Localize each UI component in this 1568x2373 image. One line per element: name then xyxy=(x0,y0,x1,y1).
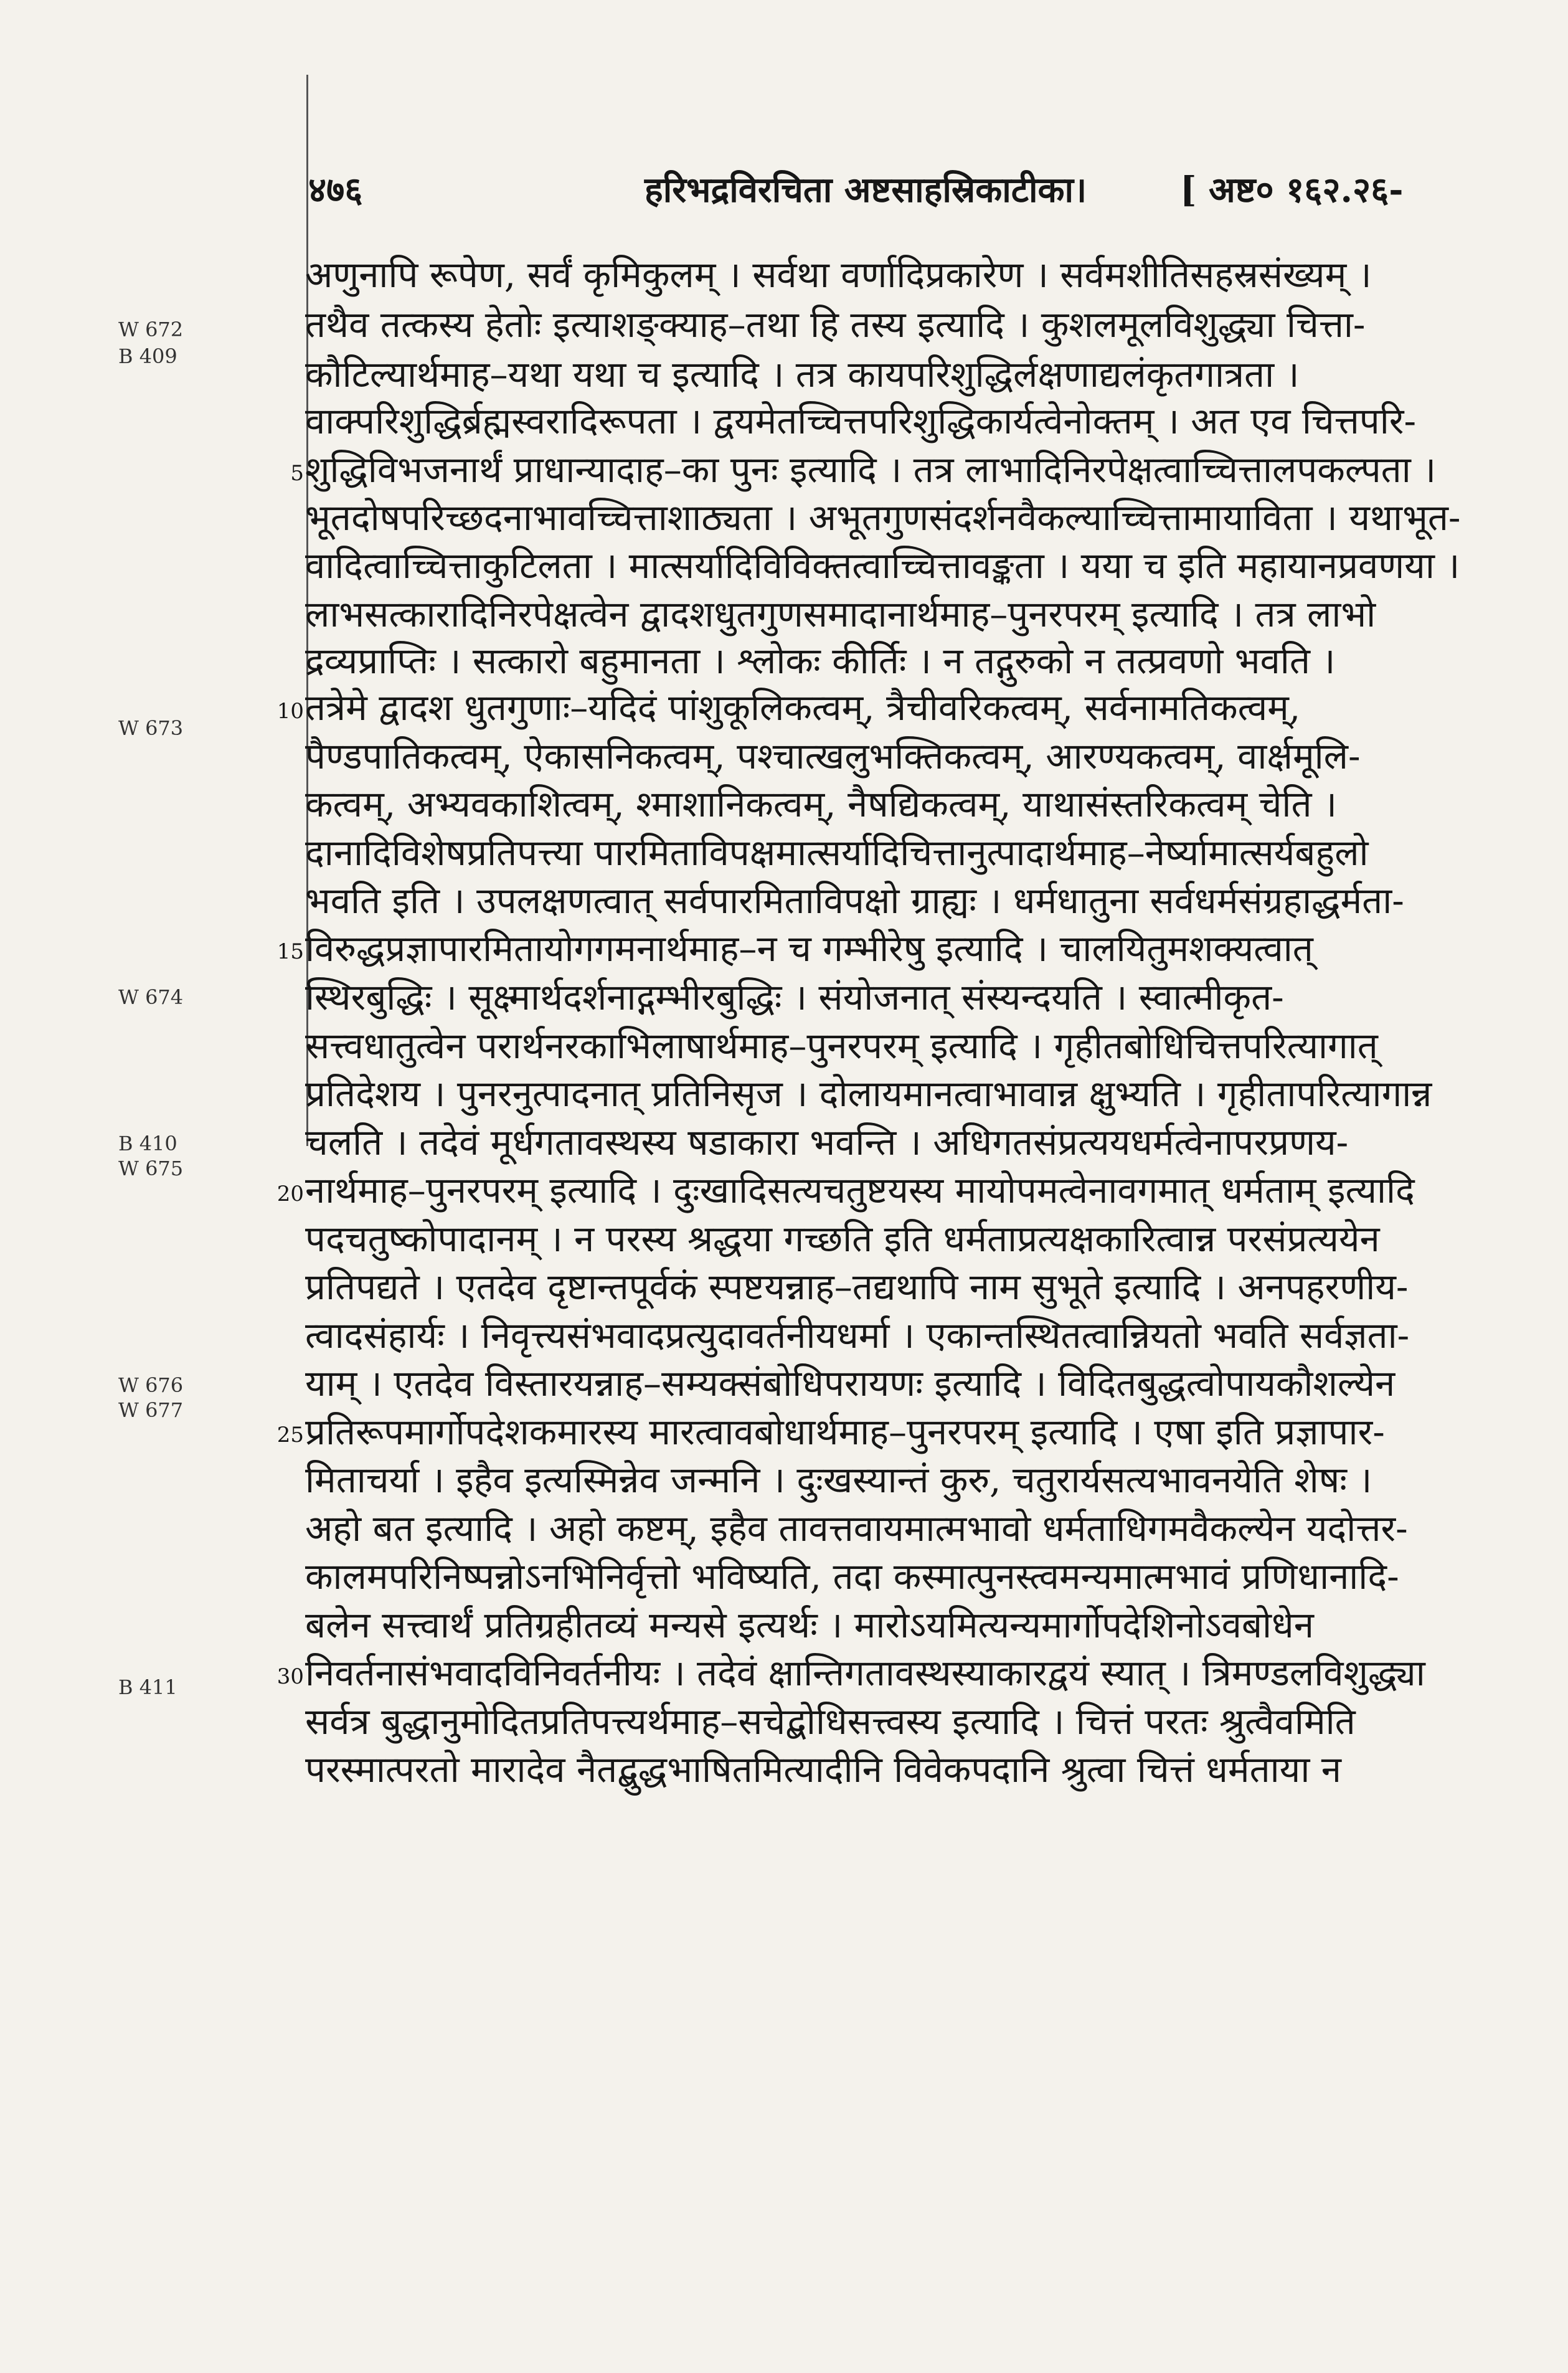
line-number: 30 xyxy=(276,1664,304,1689)
line-number: 20 xyxy=(276,1182,304,1206)
text-line: बलेन सत्त्वार्थं प्रतिग्रहीतव्यं मन्यसे इत्यर्थः । मारोऽयमित्यन्यमार्गोपदेशिनोऽवबोधेन xyxy=(305,1604,1314,1646)
line-number: 15 xyxy=(276,939,304,964)
text-line: याम् । एतदेव विस्तारयन्नाह–सम्यक्संबोधिपरायणः इत्यादि । विदितबुद्धत्वोपायकौशल्येन xyxy=(305,1362,1396,1404)
text-line: परस्मात्परतो मारादेव नैतद्बुद्धभाषितमित्यादीनि विवेकपदानि श्रुत्वा चित्तं धर्मताया न xyxy=(305,1748,1341,1791)
line-number: 10 xyxy=(276,699,304,724)
marginal-reference: B 411 xyxy=(118,1675,177,1699)
text-line: मिताचर्या । इहैव इत्यस्मिन्नेव जन्मनि । दुःखस्यान्तं कुरु, चतुरार्यसत्यभावनयेति शेषः । xyxy=(305,1459,1372,1501)
text-line: भूतदोषपरिच्छदनाभावच्चित्ताशाठ्यता । अभूतगुणसंदर्शनवैकल्याच्चित्तामायाविता । यथाभूत- xyxy=(305,496,1461,539)
text-line: वाक्परिशुद्धिर्ब्रह्मस्वरादिरूपता । द्वयमेतच्चित्तपरिशुद्धिकार्यत्वेनोक्तम् । अत एव चित्तपरि- xyxy=(305,400,1417,442)
text-line: द्रव्यप्राप्तिः । सत्कारो बहुमानता । श्लोकः कीर्तिः । न तद्गुरुको न तत्प्रवणो भवति । xyxy=(305,640,1336,682)
text-line: सत्त्वधातुत्वेन परार्थनरकाभिलाषार्थमाह–पुनरपरम् इत्यादि । गृहीतबोधिचित्तपरित्यागात् xyxy=(305,1025,1378,1067)
marginal-reference: W 677 xyxy=(118,1398,184,1422)
marginal-reference: W 674 xyxy=(118,985,184,1009)
line-number: 25 xyxy=(276,1423,304,1447)
text-line: कालमपरिनिष्पन्नोऽनभिनिर्वृत्तो भविष्यति, तदा कस्मात्पुनस्त्वमन्यमात्मभावं प्रणिधानादि- xyxy=(305,1555,1399,1598)
text-line: प्रतिरूपमार्गोपदेशकमारस्य मारत्वावबोधार्थमाह–पुनरपरम् इत्यादि । एषा इति प्रज्ञापार- xyxy=(305,1411,1385,1453)
text-line: निवर्तनासंभवादविनिवर्तनीयः । तदेवं क्षान्तिगतावस्थस्याकारद्वयं स्यात् । त्रिमण्डलविशुद्ध्या xyxy=(305,1652,1425,1694)
text-line: सर्वत्र बुद्धानुमोदितप्रतिपत्त्यर्थमाह–सचेद्बोधिसत्त्वस्य इत्यादि । चित्तं परतः श्रुत्वैवमिति xyxy=(305,1700,1356,1743)
text-line: पैण्डपातिकत्वम्, ऐकासनिकत्वम्, पश्चात्खलुभक्तिकत्वम्, आरण्यकत्वम्, वार्क्षमूलि- xyxy=(305,735,1361,777)
text-line: लाभसत्कारादिनिरपेक्षत्वेन द्वादशधुतगुणसमादानार्थमाह–पुनरपरम् इत्यादि । तत्र लाभो xyxy=(305,593,1376,635)
text-line: तथैव तत्कस्य हेतोः इत्याशङ्क्याह–तथा हि तस्य इत्यादि । कुशलमूलविशुद्ध्या चित्ता- xyxy=(305,303,1366,346)
marginal-reference: W 675 xyxy=(118,1157,184,1180)
marginal-reference: W 673 xyxy=(118,716,184,740)
marginal-reference: B 409 xyxy=(118,344,177,368)
running-title: हरिभद्रविरचिता अष्टसाहस्रिकाटीका। xyxy=(645,169,1087,211)
section-reference: [ अष्ट० १६२.२६- xyxy=(1180,169,1404,211)
text-line: कत्वम्, अभ्यवकाशित्वम्, श्माशानिकत्वम्, नैषद्यिकत्वम्, याथासंस्तरिकत्वम् चेति । xyxy=(305,783,1337,825)
marginal-reference: B 410 xyxy=(118,1132,177,1155)
text-line: तत्रेमे द्वादश धुतगुणाः–यदिदं पांशुकूलिकत्वम्, त्रैचीवरिकत्वम्, सर्वनामतिकत्वम्, xyxy=(305,686,1301,729)
text-line: शुद्धिविभजनार्थं प्राधान्यादाह–का पुनः इत्यादि । तत्र लाभादिनिरपेक्षत्वाच्चित्तालपकल्पता । xyxy=(305,448,1437,491)
text-line: भवति इति । उपलक्षणत्वात् सर्वपारमिताविपक्षो ग्राह्यः । धर्मधातुना सर्वधर्मसंग्रहाद्धर्मता- xyxy=(305,879,1404,922)
text-line: पदचतुष्कोपादानम् । न परस्य श्रद्धया गच्छति इति धर्मताप्रत्यक्षकारित्वान्न परसंप्रत्ययेन xyxy=(305,1218,1380,1260)
text-line: स्थिरबुद्धिः । सूक्ष्मार्थदर्शनाद्गम्भीरबुद्धिः । संयोजनात् संस्यन्दयति । स्वात्मीकृत- xyxy=(305,976,1284,1018)
marginal-reference: W 672 xyxy=(118,318,184,341)
text-line: कौटिल्यार्थमाह–यथा यथा च इत्यादि । तत्र कायपरिशुद्धिर्लक्षणाद्यलंकृतगात्रता । xyxy=(305,353,1300,396)
marginal-reference: W 676 xyxy=(118,1373,184,1397)
text-line: नार्थमाह–पुनरपरम् इत्यादि । दुःखादिसत्यचतुष्टयस्य मायोपमत्वेनावगमात् धर्मताम् इत्यादि xyxy=(305,1169,1415,1211)
text-line: वादित्वाच्चित्ताकुटिलता । मात्सर्यादिविविक्तत्वाच्चित्तावङ्कता । यया च इति महायानप्रवणया । xyxy=(305,544,1460,587)
text-line: दानादिविशेषप्रतिपत्त्या पारमिताविपक्षमात्सर्यादिचित्तानुत्पादार्थमाह–नेर्ष्यामात्सर्यबहुलो xyxy=(305,831,1369,874)
text-line: चलति । तदेवं मूर्धगतावस्थस्य षडाकारा भवन्ति । अधिगतसंप्रत्ययधर्मत्वेनापरप्रणय- xyxy=(305,1121,1349,1163)
text-line: प्रतिदेशय । पुनरनुत्पादनात् प्रतिनिसृज । दोलायमानत्वाभावान्न क्षुभ्यति । गृहीतापरित्यागान्न xyxy=(305,1073,1432,1115)
text-line: अणुनापि रूपेण, सर्वं कृमिकुलम् । सर्वथा वर्णादिप्रकारेण । सर्वमशीतिसहस्रसंख्यम् । xyxy=(305,253,1372,296)
page-header xyxy=(308,165,1491,215)
text-line: प्रतिपद्यते । एतदेव दृष्टान्तपूर्वकं स्पष्टयन्नाह–तद्यथापि नाम सुभूते इत्यादि । अनपहरणीय- xyxy=(305,1266,1409,1308)
text-line: अहो बत इत्यादि । अहो कष्टम्, इहैव तावत्तवायमात्मभावो धर्मताधिगमवैकल्येन यदोत्तर- xyxy=(305,1507,1408,1550)
text-line: त्वादसंहार्यः । निवृत्त्यसंभवादप्रत्युदावर्तनीयधर्मा । एकान्तस्थितत्वान्नियतो भवति सर्वज्ञता- xyxy=(305,1314,1410,1357)
text-line: विरुद्धप्रज्ञापारमितायोगगमनार्थमाह–न च गम्भीरेषु इत्यादि । चालयितुमशक्यत्वात् xyxy=(305,927,1313,970)
page-number: ४७६ xyxy=(308,169,363,211)
line-number: 5 xyxy=(290,461,304,486)
